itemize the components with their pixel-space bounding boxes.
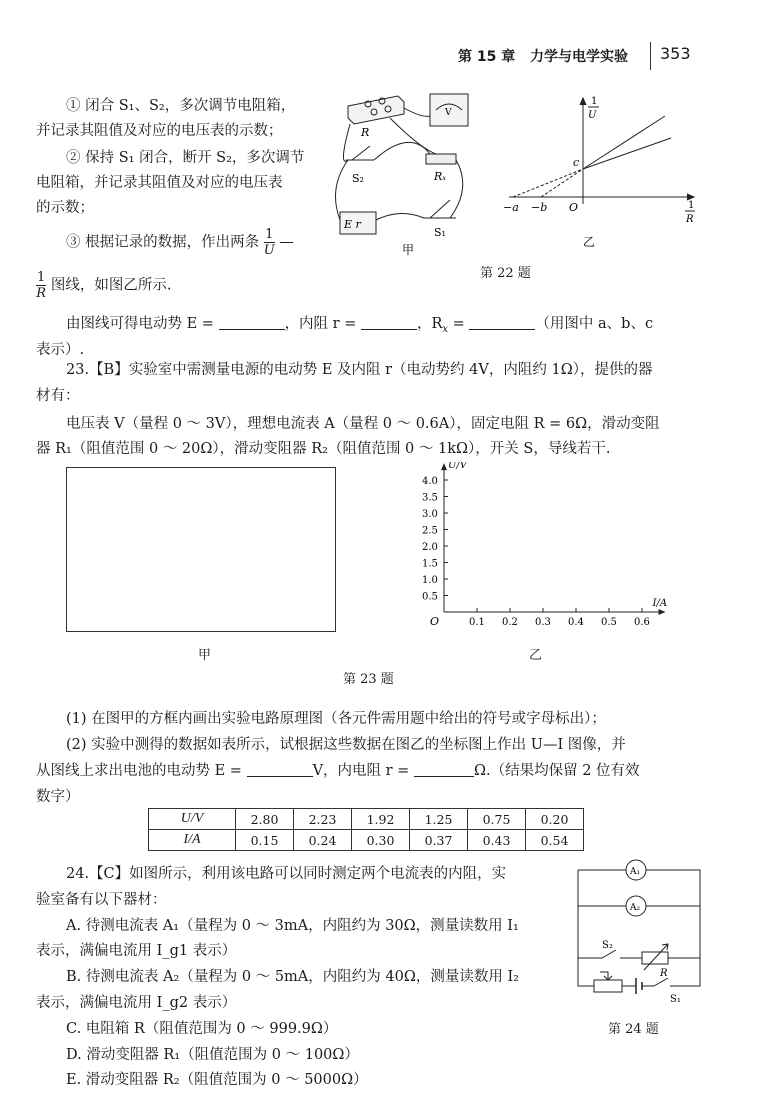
x-tick-label: 0.3 (535, 617, 551, 628)
table-header-u: U/V (149, 809, 236, 830)
x-tick-label: 0.5 (601, 617, 617, 628)
q23-precision-note: Ω.（结果均保留 2 位有效 (473, 763, 640, 779)
y-tick-label: 2.0 (422, 542, 438, 553)
fig22-label-yi: 乙 (583, 235, 596, 249)
q22-step3-text: ③ 根据记录的数据，作出两条 (66, 234, 260, 251)
answer-blank-emf[interactable] (247, 762, 313, 777)
q23-sub2-line2 (36, 759, 640, 780)
q23-sub2-line3: 数字） (36, 789, 80, 805)
q24-option-e: E. 滑动变阻器 R₂（阻值范围为 0 ～ 5000Ω） (66, 1072, 368, 1088)
measurement-table (148, 808, 584, 851)
label-a1: A₁ (630, 867, 641, 877)
table-cell: 2.23 (294, 809, 352, 830)
table-cell: 0.37 (410, 830, 468, 851)
answer-blank-internal-r[interactable] (414, 762, 474, 777)
q23-line3: 电压表 V（量程 0 ～ 3V），理想电流表 A（量程 0 ～ 0.6A），固定电阻 R = 6Ω，滑动变阻 (66, 416, 660, 432)
y-tick-label: 3.5 (422, 492, 438, 504)
x-label-den: R (686, 214, 694, 225)
page-number: 353 (660, 44, 691, 63)
tick-neg-b: −b (531, 201, 548, 214)
q22-answer-line2: 表示）. (36, 342, 85, 358)
x-tick-label: 0.1 (469, 617, 485, 628)
header-divider (650, 42, 651, 70)
y-tick-label: 1.0 (422, 575, 438, 586)
graph-line-lower (583, 138, 671, 169)
q24-option-a-cont: 表示，满偏电流用 I_g1 表示） (36, 943, 237, 959)
rheostat-slider (600, 972, 612, 980)
table-cell: 0.43 (468, 830, 526, 851)
answer-blank-rx[interactable] (469, 315, 535, 330)
table-cell: 0.75 (468, 809, 526, 830)
q22-answer-rx-label: ，R (416, 316, 443, 332)
fraction-numerator: 1 (265, 227, 274, 242)
table-cell: 0.54 (526, 830, 584, 851)
battery-cell (636, 978, 642, 994)
fig23-label-jia: 甲 (198, 648, 212, 663)
q23-emf-label: 从图线上求出电池的电动势 E = (36, 763, 247, 779)
answer-blank-r[interactable] (361, 315, 417, 330)
label-e-r: E r (344, 218, 361, 231)
y-axis-arrow (580, 98, 586, 105)
x-label-num: 1 (688, 200, 695, 211)
fig24-circuit (572, 856, 707, 1006)
q24-option-a: A. 待测电流表 A₁（量程为 0 ～ 3mA，内阻约为 30Ω，测量读数用 I₁ (66, 918, 519, 934)
fig24-caption: 第 24 题 (608, 1022, 659, 1037)
table-cell: 1.25 (410, 809, 468, 830)
table-cell: 0.30 (352, 830, 410, 851)
table-cell: 1.92 (352, 809, 410, 830)
intercept-c: c (573, 156, 580, 169)
switch-s1 (424, 200, 456, 218)
origin-label: O (430, 615, 440, 628)
graph-extrapolation-dashed (513, 169, 583, 197)
x-axis-label: I/A (652, 598, 668, 609)
label-r: R (361, 126, 370, 139)
table-cell: 0.20 (526, 809, 584, 830)
y-tick-label: 4.0 (422, 476, 438, 487)
q24-option-b: B. 待测电流表 A₂（量程为 0 ～ 5mA，内阻约为 40Ω，测量读数用 I₂ (66, 969, 519, 985)
answer-blank-e[interactable] (219, 315, 285, 330)
table-cell: 2.80 (236, 809, 294, 830)
y-axis-label: U/V (448, 462, 468, 472)
fig22-graph (495, 92, 705, 252)
table-cell: 0.24 (294, 830, 352, 851)
wire (578, 870, 594, 986)
y-label-den: U (588, 110, 597, 121)
y-tick-label: 0.5 (422, 591, 438, 603)
y-tick-label: 3.0 (422, 509, 438, 520)
table-header-i: I/A (149, 830, 236, 851)
chapter-label: 第 15 章 (458, 49, 516, 65)
q23-line2: 材有： (36, 388, 80, 404)
q22-answer-line (66, 312, 653, 335)
switch-s2 (346, 146, 374, 160)
label-rx: Rₓ (434, 170, 447, 183)
fig22-label-jia: 甲 (402, 243, 415, 257)
label-s1: S₁ (670, 994, 681, 1005)
graph-line-upper (583, 116, 665, 169)
label-s2: S₂ (352, 172, 364, 185)
y-label-num: 1 (591, 96, 598, 107)
rheostat (594, 980, 622, 992)
q24-option-b-cont: 表示，满偏电流用 I_g2 表示） (36, 995, 237, 1011)
tick-neg-a: −a (503, 201, 519, 214)
q24-option-d: D. 滑动变阻器 R₁（阻值范围为 0 ～ 100Ω） (66, 1047, 359, 1063)
q23-sub1: (1) 在图甲的方框内画出实验电路原理图（各元件需用题中给出的符号或字母标出）； (66, 711, 606, 727)
q22-line7 (36, 270, 172, 301)
x-tick-label: 0.4 (568, 617, 584, 628)
fraction-denominator: R (36, 286, 47, 301)
q22-line7-text: 图线，如图乙所示. (50, 277, 172, 294)
q22-answer-e-label: 由图线可得电动势 E = (66, 316, 219, 332)
wire (450, 160, 463, 218)
circuit-drawing-box[interactable] (66, 467, 336, 632)
q22-step-line: 并记录其阻值及对应的电压表的示数； (36, 123, 283, 139)
y-tick-label: 2.5 (422, 525, 438, 537)
q22-answer-tail: （用图中 a、b、c (535, 316, 654, 332)
x-tick-label: 0.2 (502, 617, 518, 628)
table-row-u (149, 809, 584, 830)
rx-subscript: x (442, 323, 449, 335)
fig23-label-yi: 乙 (529, 648, 543, 663)
origin-o: O (569, 201, 579, 214)
resistor-rx (426, 154, 456, 164)
q22-step-line (66, 227, 294, 258)
q23-sub2-line1: (2) 实验中测得的数据如表所示，试根据这些数据在图乙的坐标图上作出 U—I 图像，并 (66, 737, 626, 753)
y-tick-label: 1.5 (422, 558, 438, 570)
fig23-caption: 第 23 题 (343, 672, 394, 687)
equals-sign: = (448, 316, 470, 332)
label-s1: S₁ (434, 226, 446, 239)
q22-answer-r-label: ，内阻 r = (284, 316, 361, 332)
q23-line4: 器 R₁（阻值范围 0 ～ 20Ω），滑动变阻器 R₂（阻值范围 0 ～ 1kΩ），开关 S，导线若干. (36, 441, 611, 457)
dash: — (279, 234, 294, 251)
label-s2: S₂ (602, 940, 613, 951)
q23-line1: 23.【B】实验室中需测量电源的电动势 E 及内阻 r（电动势约 4V，内阻约 1Ω），提供的器 (66, 362, 653, 378)
fraction-1-over-r (36, 270, 46, 301)
fraction-numerator: 1 (37, 270, 46, 285)
label-r: R (660, 968, 668, 979)
q24-option-c: C. 电阻箱 R（阻值范围为 0 ～ 999.9Ω） (66, 1021, 338, 1037)
q22-step-line: ① 闭合 S₁、S₂，多次调节电阻箱， (66, 98, 296, 114)
wire (376, 213, 424, 220)
voltmeter-label: V (445, 108, 452, 118)
switch-s1 (642, 978, 668, 986)
ui-chart[interactable] (410, 462, 670, 637)
wire (336, 160, 349, 220)
wire (404, 108, 430, 116)
q22-step-line: 的示数； (36, 200, 94, 216)
wire (374, 142, 430, 160)
x-tick-label: 0.6 (634, 617, 650, 628)
wire (578, 950, 700, 958)
chapter-title: 力学与电学实验 (530, 49, 628, 65)
fraction-1-over-u (264, 227, 275, 258)
wire (390, 118, 436, 154)
wire (343, 124, 350, 161)
q24-line1: 24.【C】如图所示，利用该电路可以同时测定两个电流表的内阻，实 (66, 866, 507, 882)
wire (578, 870, 700, 986)
y-axis-arrow (441, 463, 447, 470)
fig22-apparatus (330, 88, 475, 263)
q22-step-line: 电阻箱，并记录其阻值及对应的电压表 (36, 175, 283, 191)
label-a2: A₂ (630, 903, 641, 913)
table-cell: 0.15 (236, 830, 294, 851)
q22-step-line: ② 保持 S₁ 闭合，断开 S₂，多次调节 (66, 150, 305, 166)
q24-line2: 验室备有以下器材： (36, 892, 167, 908)
table-row-i (149, 830, 584, 851)
x-axis-arrow (659, 609, 666, 615)
fraction-denominator: U (263, 243, 275, 258)
fig22-caption: 第 22 题 (480, 266, 531, 281)
q23-r-label: V，内电阻 r = (312, 763, 414, 779)
